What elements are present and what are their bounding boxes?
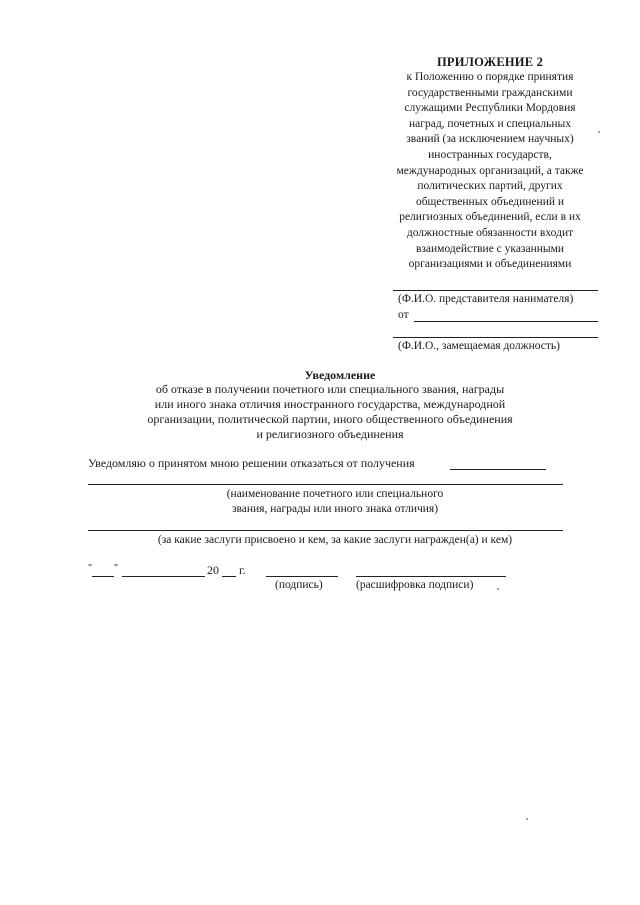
date-year-line[interactable] (222, 576, 236, 577)
appendix-description (370, 70, 610, 273)
appendix-line: общественных объединений и (415, 195, 565, 208)
employer-name-caption: (Ф.И.О. представителя нанимателя) (398, 293, 574, 305)
appendix-line: иностранных государств, (428, 148, 552, 161)
sender-caption: (Ф.И.О., замещаемая должность) (398, 340, 560, 352)
appendix-line: государственными гражданскими (407, 86, 573, 99)
appendix-line: служащими Республики Мордовия (404, 102, 576, 115)
scan-speck (598, 131, 600, 133)
award-input-line-2[interactable] (88, 484, 563, 485)
signature-decoding-line[interactable] (356, 576, 506, 577)
appendix-line: должностные обязанности входит (406, 226, 574, 239)
date-year-suffix: г. (239, 563, 246, 577)
scan-speck (497, 588, 499, 590)
date-day-line[interactable] (92, 576, 114, 577)
merit-input-line[interactable] (88, 530, 563, 531)
employer-name-line[interactable] (393, 290, 598, 291)
signature-caption: (подпись) (275, 579, 323, 591)
appendix-line: международных организаций, а также (396, 164, 584, 177)
notice-line: организации, политической партии, иного общественного объединения (147, 412, 513, 426)
merit-caption: (за какие заслуги присвоено и кем, за какие заслуги награжден(а) и кем) (157, 534, 513, 546)
notice-line: и религиозного объединения (256, 427, 404, 441)
award-caption-line: (наименование почетного или специального (226, 488, 444, 500)
date-year-prefix: 20 (207, 563, 219, 577)
date-month-line[interactable] (122, 576, 205, 577)
appendix-line: взаимодействие с указанными (415, 242, 565, 255)
sender-name-line[interactable] (414, 321, 598, 322)
date-quote-close: " (114, 563, 119, 574)
appendix-line: религиозных объединений, если в их (399, 211, 581, 224)
notice-line: об отказе в получении почетного или специального звания, награды (155, 382, 505, 396)
signature-line[interactable] (266, 576, 338, 577)
sender-position-line[interactable] (393, 337, 598, 338)
appendix-title: ПРИЛОЖЕНИЕ 2 (436, 55, 544, 69)
notice-subject (120, 382, 540, 442)
award-caption (180, 487, 490, 517)
from-label: от (398, 309, 409, 321)
appendix-line: наград, почетных и специальных (409, 117, 571, 130)
appendix-line: к Положению о порядке принятия (406, 71, 574, 83)
scan-speck (526, 818, 528, 820)
date-quote-open: " (88, 563, 93, 574)
appendix-line: организациями и объединениями (408, 258, 572, 271)
appendix-line: званий (за исключением научных) (406, 133, 574, 146)
signature-decoding-caption: (расшифровка подписи) (356, 579, 474, 591)
refusal-statement: Уведомляю о принятом мною решении отказаться от получения (88, 456, 415, 470)
notice-title: Уведомление (304, 368, 376, 382)
notice-line: или иного знака отличия иностранного государства, международной (154, 397, 506, 411)
award-caption-line: звания, награды или иного знака отличия) (231, 503, 439, 515)
appendix-line: политических партий, других (417, 180, 563, 193)
award-input-line-1[interactable] (450, 469, 546, 470)
